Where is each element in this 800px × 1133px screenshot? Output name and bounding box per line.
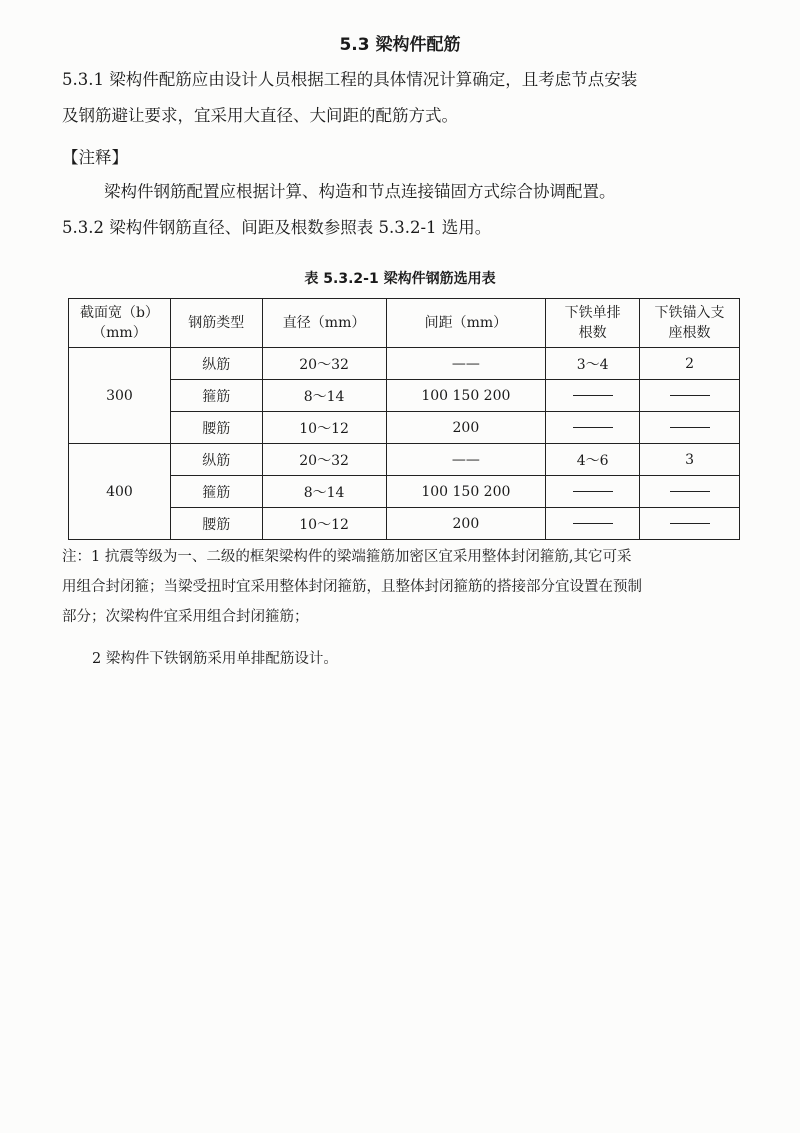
header-anchor-count: 下铁锚入支 座根数 [640, 299, 740, 348]
table-notes [62, 542, 752, 632]
cell-type: 纵筋 [170, 348, 262, 380]
header-rebar-type: 钢筋类型 [170, 299, 262, 348]
dash-mark [573, 395, 613, 396]
cell-diameter: 20～32 [262, 444, 386, 476]
cell-anchor [640, 476, 740, 508]
cell-count [546, 508, 640, 540]
cell-anchor [640, 380, 740, 412]
cell-diameter: 10～12 [262, 508, 386, 540]
dash-mark [573, 427, 613, 428]
note2: 2 梁构件下铁钢筋采用单排配筋设计。 [92, 651, 338, 667]
cell-spacing: —— [386, 348, 546, 380]
cell-spacing: 100 150 200 [386, 380, 546, 412]
header-spacing: 间距（mm） [386, 299, 546, 348]
cell-count [546, 476, 640, 508]
dash-mark [670, 395, 710, 396]
cell-count [546, 380, 640, 412]
cell-width: 400 [69, 444, 171, 540]
dash-mark [670, 427, 710, 428]
cell-spacing: —— [386, 444, 546, 476]
cell-anchor: 2 [640, 348, 740, 380]
clause-5-3-2: 5.3.2 梁构件钢筋直径、间距及根数参照表 5.3.2-1 选用。 [62, 218, 492, 237]
annotation-heading: 【注释】 [62, 148, 128, 167]
cell-diameter: 8～14 [262, 380, 386, 412]
cell-type: 腰筋 [170, 508, 262, 540]
cell-count [546, 412, 640, 444]
header-section-width: 截面宽（b） （mm） [69, 299, 171, 348]
cell-type: 箍筋 [170, 476, 262, 508]
cell-anchor [640, 508, 740, 540]
clause-5-3-1 [62, 62, 752, 134]
dash-mark [573, 491, 613, 492]
cell-diameter: 10～12 [262, 412, 386, 444]
cell-spacing: 100 150 200 [386, 476, 546, 508]
cell-anchor: 3 [640, 444, 740, 476]
table-header-row [69, 299, 740, 348]
table-title: 表 5.3.2-1 梁构件钢筋选用表 [304, 271, 496, 287]
cell-spacing: 200 [386, 412, 546, 444]
table-row [69, 444, 740, 476]
cell-type: 箍筋 [170, 380, 262, 412]
dash-mark [670, 523, 710, 524]
header-diameter: 直径（mm） [262, 299, 386, 348]
dash-mark [670, 491, 710, 492]
cell-count: 3～4 [546, 348, 640, 380]
clause-5-3-1-line1: 5.3.1 梁构件配筋应由设计人员根据工程的具体情况计算确定，且考虑节点安装 [62, 70, 638, 89]
header-bottom-count: 下铁单排 根数 [546, 299, 640, 348]
cell-diameter: 20～32 [262, 348, 386, 380]
note1-line2: 用组合封闭箍；当梁受扭时宜采用整体封闭箍筋，且整体封闭箍筋的搭接部分宜设置在预制 [62, 579, 642, 595]
cell-count: 4～6 [546, 444, 640, 476]
cell-anchor [640, 412, 740, 444]
cell-diameter: 8～14 [262, 476, 386, 508]
clause-5-3-1-line2: 及钢筋避让要求，宜采用大直径、大间距的配筋方式。 [62, 106, 458, 125]
note1-line3: 部分；次梁构件宜采用组合封闭箍筋； [62, 609, 309, 625]
annotation-text: 梁构件钢筋配置应根据计算、构造和节点连接锚固方式综合协调配置。 [104, 182, 616, 201]
cell-type: 纵筋 [170, 444, 262, 476]
cell-spacing: 200 [386, 508, 546, 540]
dash-mark [573, 523, 613, 524]
section-title: 5.3 梁构件配筋 [339, 35, 461, 55]
cell-width: 300 [69, 348, 171, 444]
rebar-selection-table [68, 298, 740, 540]
note1-line1: 注：1 抗震等级为一、二级的框架梁构件的梁端箍筋加密区宜采用整体封闭箍筋,其它可采 [62, 549, 632, 565]
table-row [69, 348, 740, 380]
cell-type: 腰筋 [170, 412, 262, 444]
